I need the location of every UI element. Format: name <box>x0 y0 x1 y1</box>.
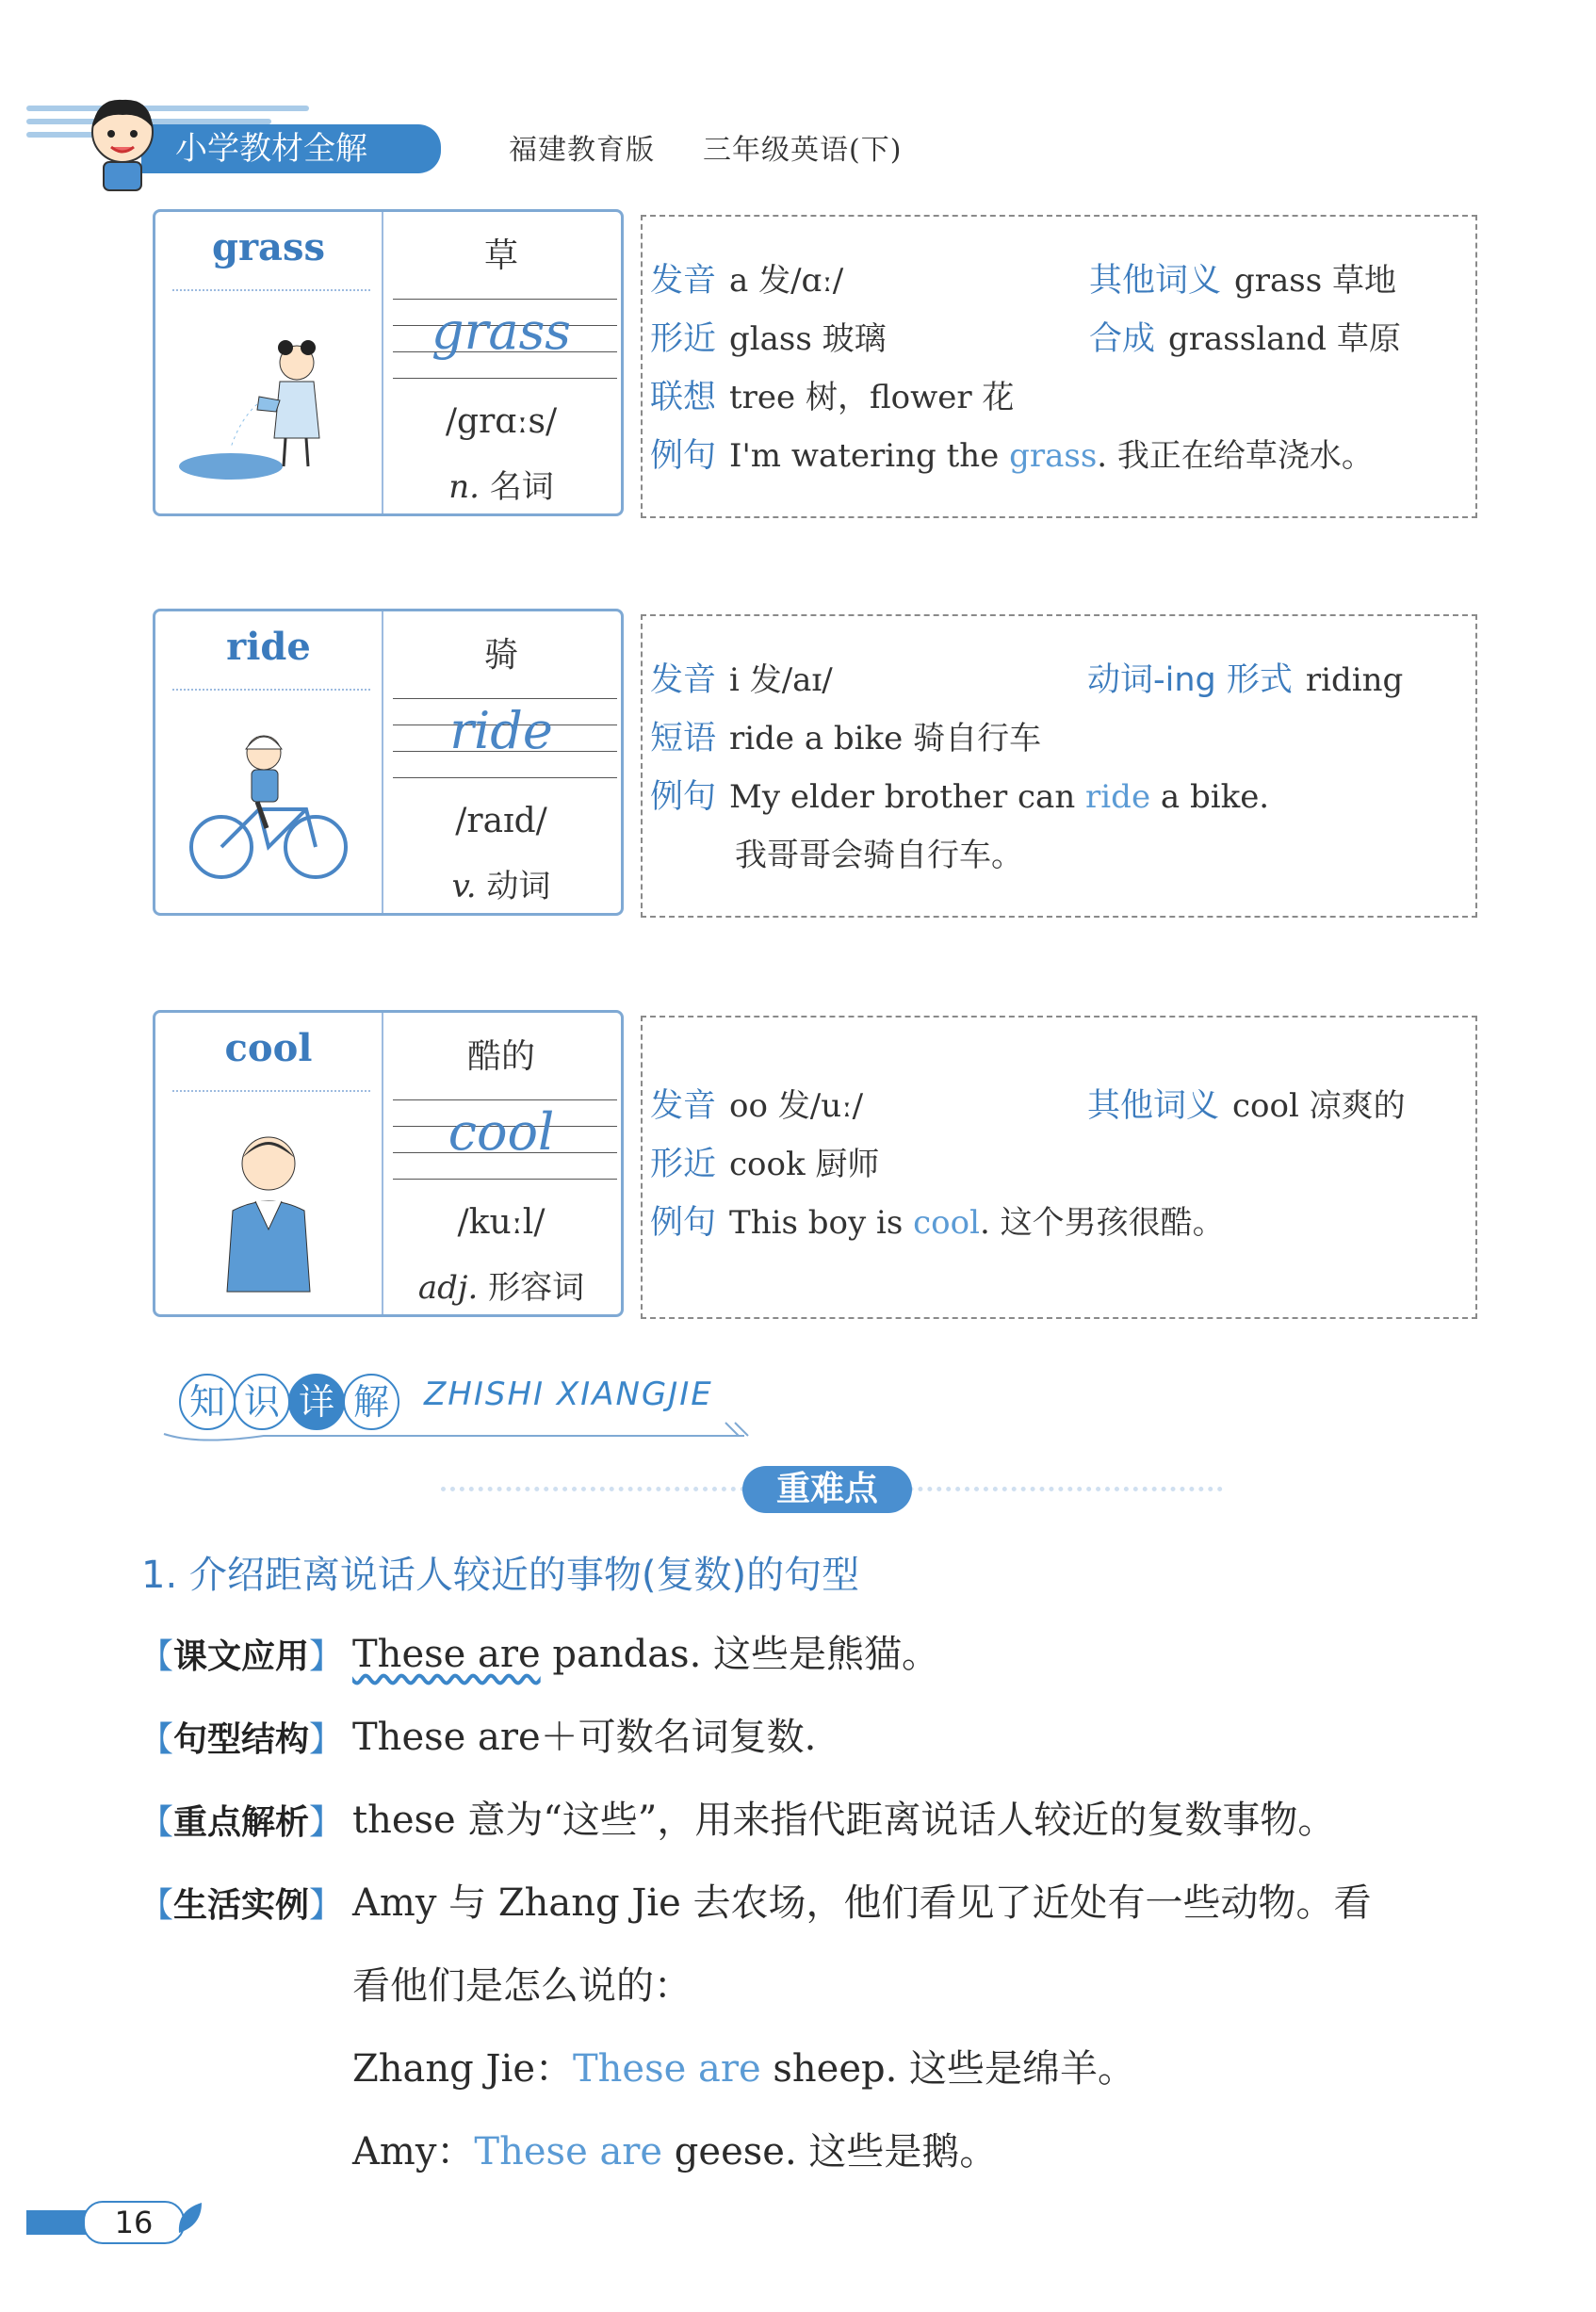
item-text: Amy 与 Zhang Jie 去农场，他们看见了近处有一些动物。看 <box>352 1881 1372 1925</box>
cool-boy-illustration <box>174 1107 363 1295</box>
section-underline-decoration <box>160 1417 763 1445</box>
series-title: 小学教材全解 <box>141 124 441 173</box>
section-char: 识 <box>234 1374 290 1430</box>
leaf-icon <box>173 2199 207 2237</box>
grade-label: 三年级英语(下) <box>703 134 903 167</box>
card-word: cool <box>224 1026 313 1070</box>
section-pinyin: ZHISHI XIANGJIE <box>424 1376 713 1413</box>
word-card-grass <box>153 209 624 516</box>
card-pos: v. 动词 <box>451 868 551 905</box>
card-chinese: 酷的 <box>466 1037 535 1076</box>
item-label: 【生活实例】 <box>139 1886 344 1925</box>
card-handwriting: grass <box>432 301 571 361</box>
item-text: these 意为“这些”，用来指代距离说话人较近的复数事物。 <box>352 1799 1336 1842</box>
section-char: 详 <box>288 1374 345 1430</box>
key-point-badge: 重难点 <box>742 1466 912 1513</box>
card-handwriting: cool <box>448 1102 555 1162</box>
info-box-ride: 发音 i 发/aɪ/ 动词-ing 形式 riding 短语 ride a bike 骑自行车 例句 My elder brother can ride a bike. 我哥哥会骑自行车。 <box>641 614 1477 918</box>
section-char: 解 <box>343 1374 399 1430</box>
card-handwriting: ride <box>449 701 553 760</box>
card-word: ride <box>226 625 311 669</box>
info-box-grass: 发音 a 发/ɑː/ 其他词义 grass 草地 形近 glass 玻璃 合成 grassland 草原 联想 tree 树，flower 花 例句 I'm watering the grass. 我正在给草浇水。 <box>641 215 1477 518</box>
card-ipa: /grɑːs/ <box>445 402 558 441</box>
item-text: These are＋可数名词复数. <box>352 1716 817 1759</box>
point-title: 1. 介绍距离说话人较近的事物(复数)的句型 <box>141 1554 860 1597</box>
item-text: These are pandas. 这些是熊猫。 <box>352 1633 940 1676</box>
info-box-cool: 发音 oo 发/uː/ 其他词义 cool 凉爽的 形近 cook 厨师 例句 This boy is cool. 这个男孩很酷。 <box>641 1016 1477 1319</box>
card-pos: n. 名词 <box>448 468 554 506</box>
card-ipa: /kuːl/ <box>457 1203 546 1242</box>
boy-riding-bike-illustration <box>174 706 363 894</box>
card-pos: adj. 形容词 <box>417 1269 585 1307</box>
page-number: 16 <box>83 2201 185 2244</box>
card-chinese: 骑 <box>483 636 518 675</box>
word-card-ride <box>153 609 624 916</box>
item-label: 【课文应用】 <box>139 1637 344 1676</box>
item-text-continued: 看他们是怎么说的： <box>352 1964 692 2008</box>
item-label: 【句型结构】 <box>139 1720 344 1759</box>
card-chinese: 草 <box>483 236 518 275</box>
word-card-cool <box>153 1010 624 1317</box>
card-ipa: /raɪd/ <box>455 802 547 840</box>
dialog-line: Amy：These are geese. 这些是鹅。 <box>352 2130 998 2174</box>
item-label: 【重点解析】 <box>139 1803 344 1842</box>
card-word: grass <box>212 225 325 269</box>
section-char: 知 <box>179 1374 236 1430</box>
dialog-line: Zhang Jie：These are sheep. 这些是绵羊。 <box>352 2047 1136 2091</box>
boy-mascot-icon <box>66 87 179 200</box>
girl-watering-grass-illustration <box>174 306 363 495</box>
edition-label: 福建教育版 <box>509 134 655 167</box>
